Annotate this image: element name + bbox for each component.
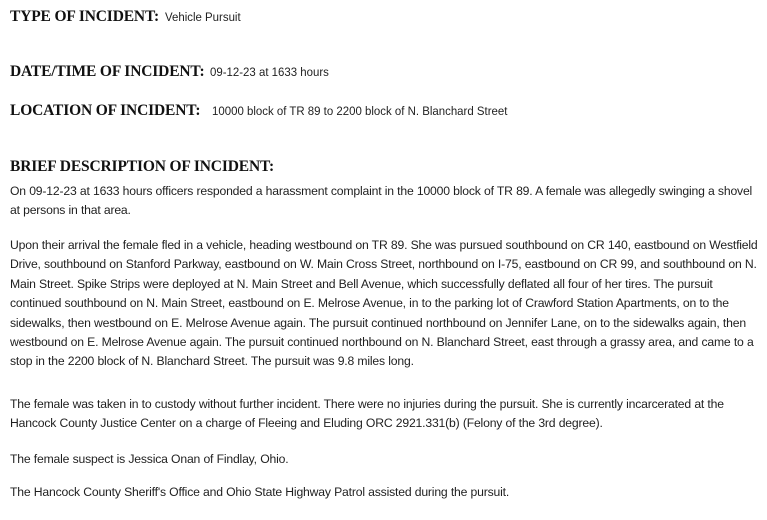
value-date-time-of-incident: 09-12-23 at 1633 hours: [210, 65, 330, 79]
section-heading-brief-description: BRIEF DESCRIPTION OF INCIDENT:: [10, 158, 275, 175]
label-type-of-incident: TYPE OF INCIDENT:: [10, 8, 160, 25]
field-row-type-of-incident: [10, 8, 246, 26]
value-type-of-incident: Vehicle Pursuit: [165, 10, 241, 24]
field-row-location-of-incident: [10, 102, 530, 120]
description-paragraph-custody: The female was taken in to custody without further incident. There were no injuries during the pursuit. She is currently incarcerated at the Hancock County Justice Center on a charge of Fleeing and Eluding ORC 2921.331(b) (Felony of the 3rd degree).: [10, 397, 724, 431]
label-date-time-of-incident: DATE/TIME OF INCIDENT:: [10, 63, 205, 80]
description-paragraph-suspect: The female suspect is Jessica Onan of Findlay, Ohio.: [10, 452, 289, 466]
field-row-date-time-of-incident: [10, 63, 338, 81]
description-paragraph-intro: On 09-12-23 at 1633 hours officers responded a harassment complaint in the 10000 block of TR 89. A female was allegedly swinging a shovel at persons in that area.: [10, 184, 753, 218]
description-paragraph-pursuit-route: Upon their arrival the female fled in a vehicle, heading westbound on TR 89. She was pursued southbound on CR 140, eastbound on Westfield Drive, southbound on Stanford Parkway, eastbound on W. Main Cross Street, northbound on I-75, eastbound on CR 99, and southbound on N. Main Street. Spike Strips were deployed at N. Main Street and Bell Avenue, which successfully deflated all four of her tires. The pursuit continued southbound on N. Main Street, eastbound on E. Melrose Avenue, in to the parking lot of Crawford Station Apartments, on to the sidewalks, then westbound on E. Melrose Avenue again. The pursuit continued northbound on Jennifer Lane, on to the sidewalks again, then westbound on E. Melrose Avenue again. The pursuit continued northbound on N. Blanchard Street, east through a grassy area, and came to a stop in the 2200 block of N. Blanchard Street. The pursuit was 9.8 miles long.: [10, 238, 758, 369]
label-location-of-incident: LOCATION OF INCIDENT:: [10, 102, 201, 119]
description-paragraph-assisting-agencies: The Hancock County Sheriff's Office and Ohio State Highway Patrol assisted during the pursuit.: [10, 485, 510, 499]
value-location-of-incident: 10000 block of TR 89 to 2200 block of N. Blanchard Street: [212, 104, 508, 118]
